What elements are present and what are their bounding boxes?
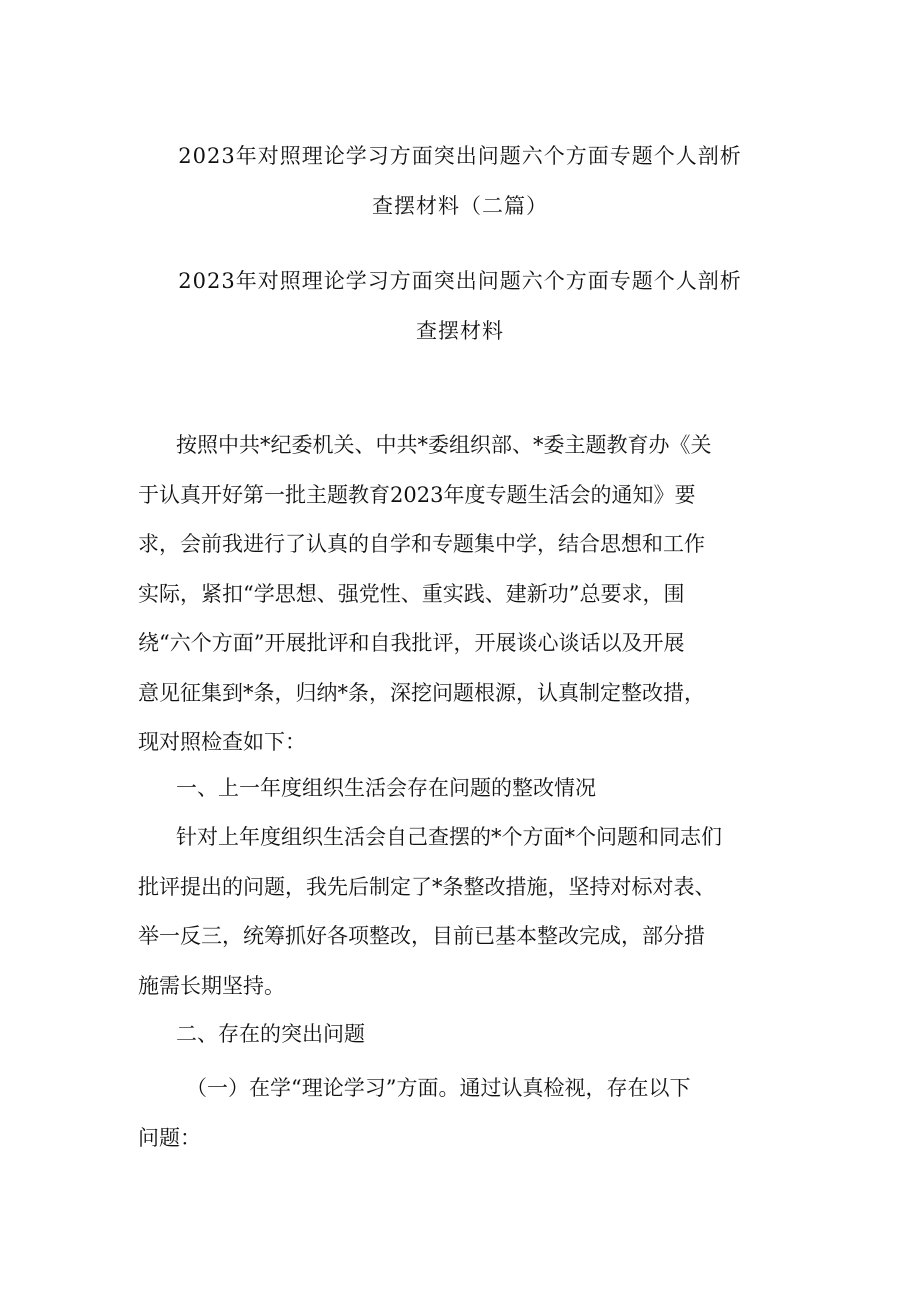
paragraph-line: 针对上年度组织生活会自己查摆的*个方面*个问题和同志们	[176, 825, 722, 849]
main-title	[120, 131, 800, 231]
paragraph-line: 求，会前我进行了认真的自学和专题集中学，结合思想和工作	[138, 532, 705, 556]
paragraph-line: 实际，紧扣“学思想、强党性、重实践、建新功”总要求，围	[138, 581, 685, 606]
paragraph-line: 现对照检查如下：	[138, 730, 306, 754]
paragraph-line: 问题：	[138, 1125, 201, 1150]
main-title-line-2: 查摆材料（二篇）	[372, 194, 548, 218]
paragraph-line: （一）在学“理论学习”方面。通过认真检视，存在以下	[186, 1076, 691, 1100]
paragraph-line: 于认真开好第一批主题教育2023年度专题生活会的通知》要	[138, 482, 696, 507]
section-heading-2: 二、存在的突出问题	[176, 1022, 365, 1046]
paragraph-intro	[138, 421, 778, 768]
sub-title-line-1: 2023年对照理论学习方面突出问题六个方面专题个人剖析	[178, 269, 742, 293]
paragraph-line: 施需长期坚持。	[138, 973, 285, 998]
paragraph-line: 批评提出的问题，我先后制定了*条整改措施，坚持对标对表、	[138, 874, 716, 899]
paragraph-rectification	[138, 813, 778, 1011]
paragraph-line: 绕“六个方面”开展批评和自我批评，开展谈心谈话以及开展	[138, 631, 685, 655]
sub-title	[120, 256, 800, 356]
main-title-line-1: 2023年对照理论学习方面突出问题六个方面专题个人剖析	[178, 144, 742, 168]
paragraph-line: 按照中共*纪委机关、中共*委组织部、*委主题教育办《关	[176, 433, 712, 457]
paragraph-line: 意见征集到*条，归纳*条，深挖问题根源，认真制定整改措，	[138, 680, 705, 705]
section-heading-1: 一、上一年度组织生活会存在问题的整改情况	[176, 776, 596, 800]
paragraph-problems	[138, 1064, 778, 1163]
paragraph-line: 举一反三，统筹抓好各项整改，目前已基本整改完成，部分措	[138, 924, 705, 948]
sub-title-line-2: 查摆材料	[416, 319, 504, 343]
